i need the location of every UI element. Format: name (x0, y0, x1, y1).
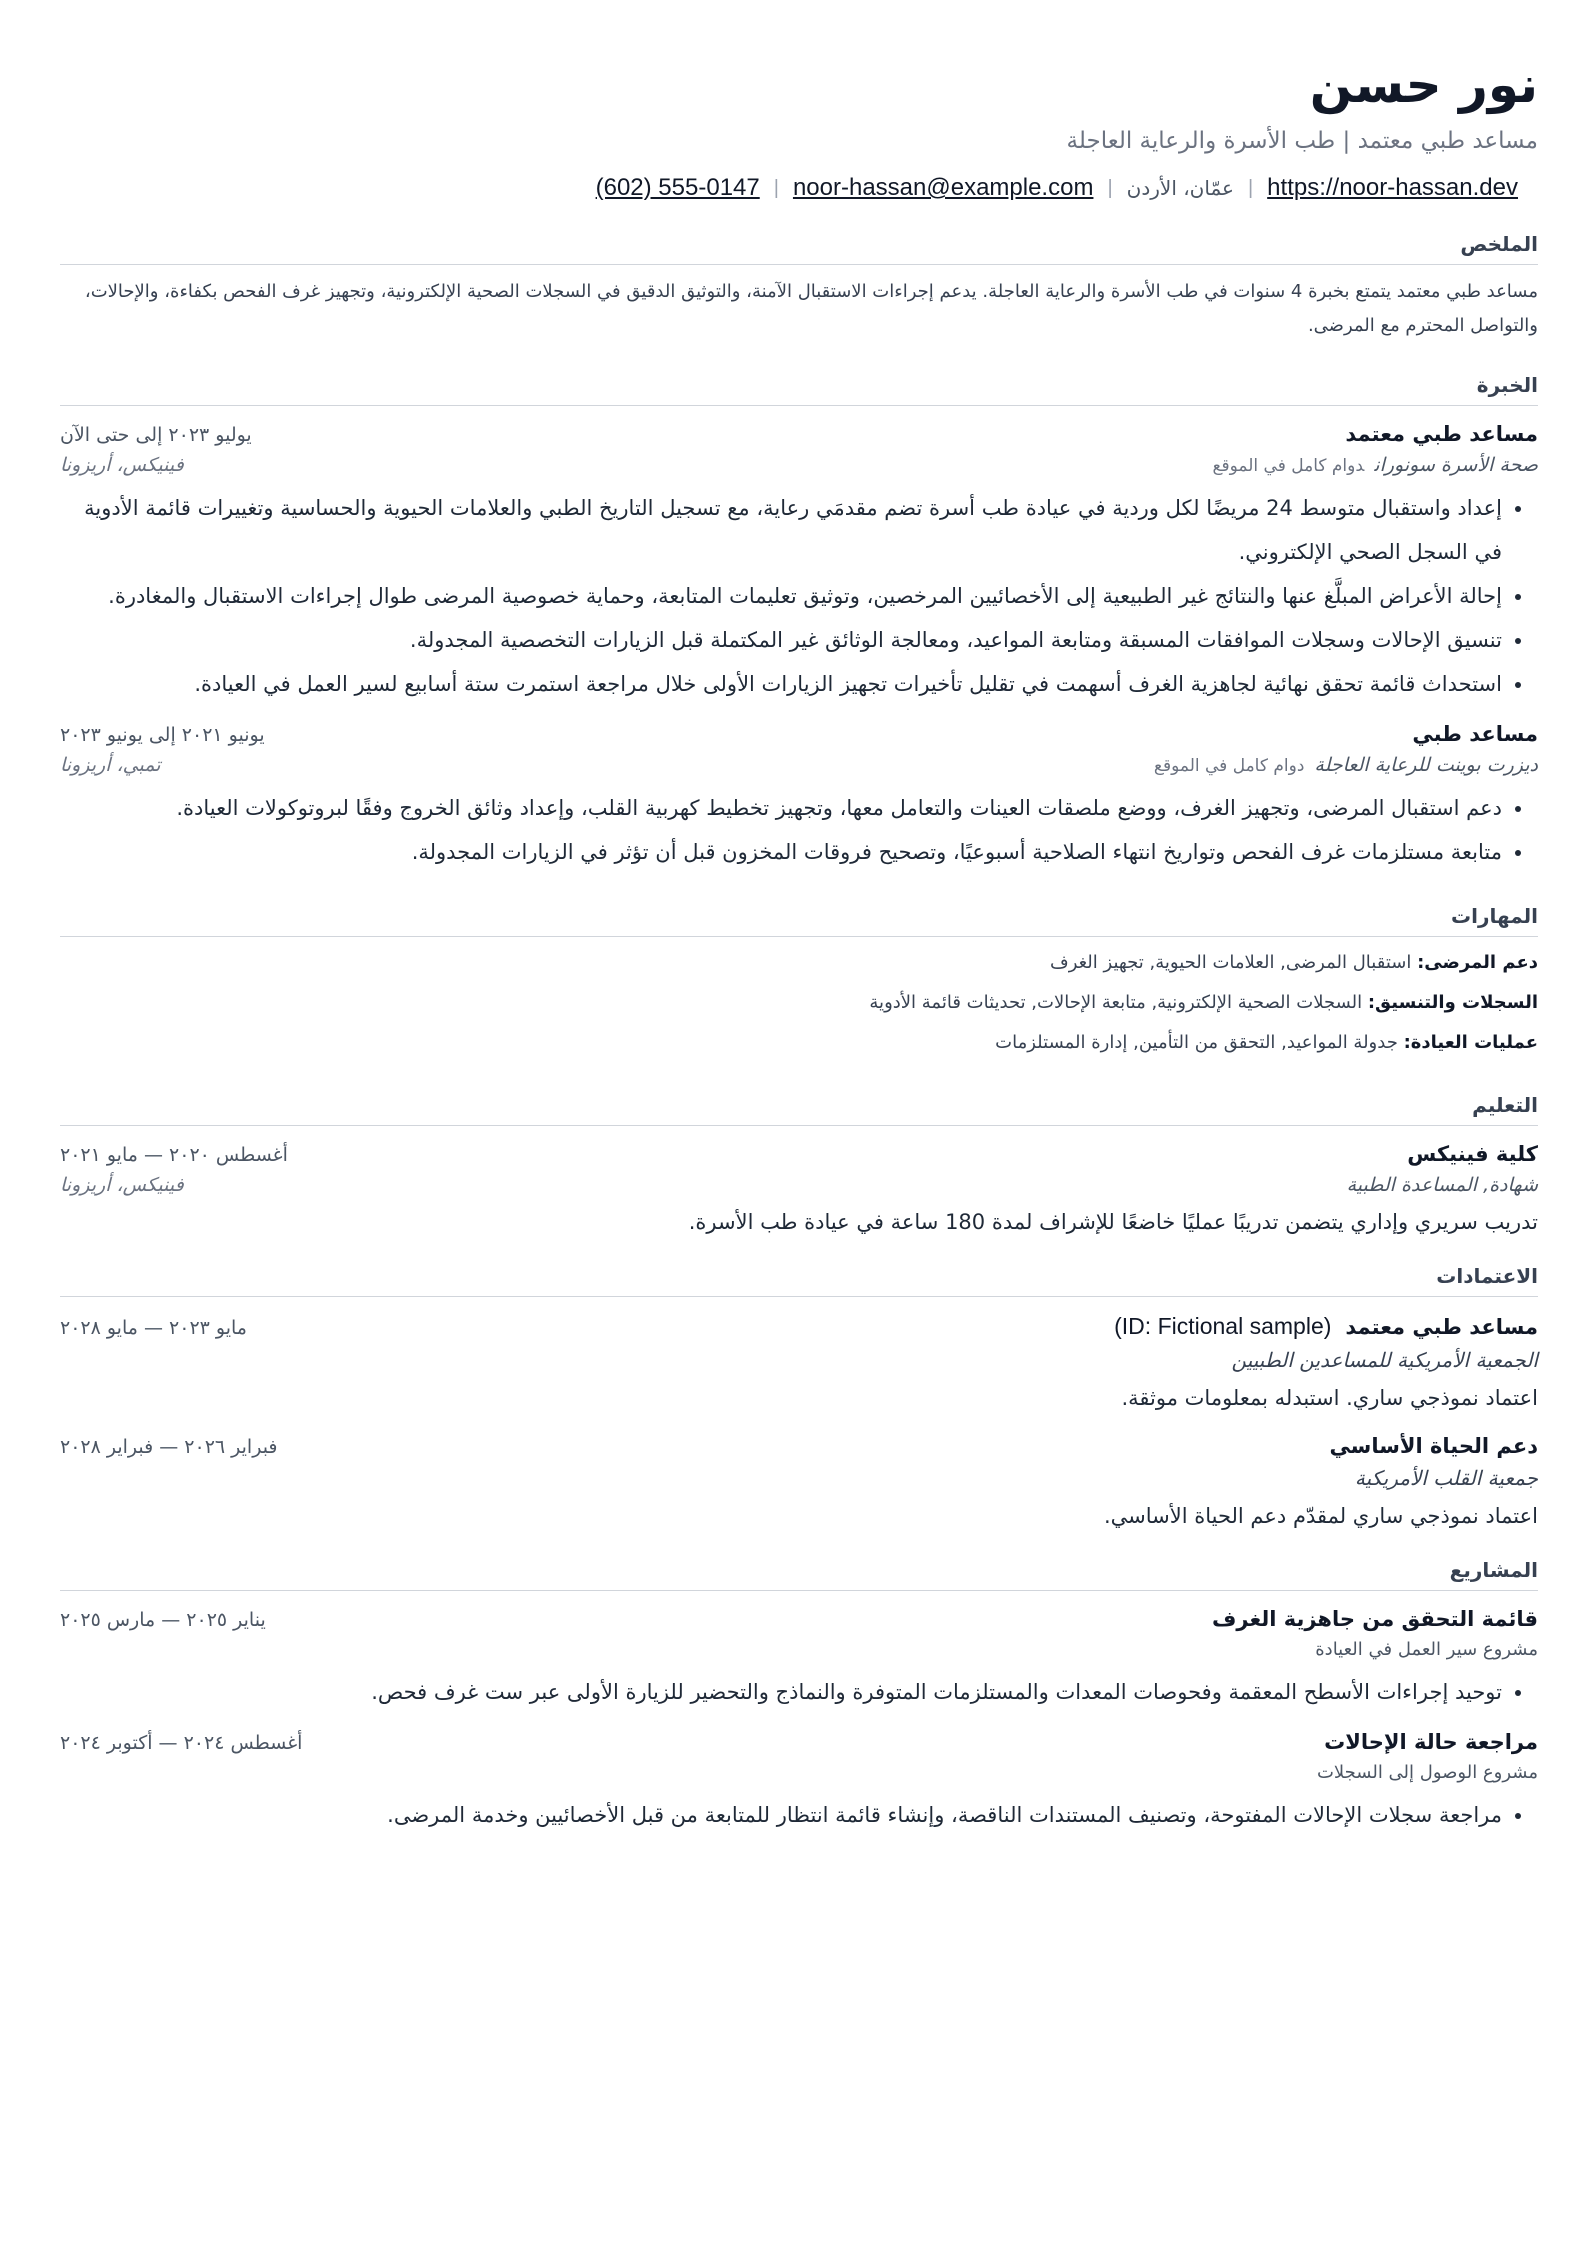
certification-issuer: جمعية القلب الأمريكية (1354, 1466, 1538, 1490)
email-link[interactable]: noor-hassan@example.com (792, 174, 1094, 201)
job-location: فينيكس، أريزونا (60, 454, 184, 476)
certification-entry (60, 1313, 1538, 1410)
job-bullets (60, 786, 1538, 874)
project-dates: أغسطس ٢٠٢٤ — أكتوبر ٢٠٢٤ (60, 1732, 303, 1754)
credential-id: (ID: Fictional sample) (1114, 1313, 1332, 1339)
section-title-experience: الخبرة (60, 373, 1538, 406)
job-dates: يوليو ٢٠٢٣ إلى حتى الآن (60, 424, 252, 446)
skill-group-items: جدولة المواعيد, التحقق من التأمين, إدارة المستلزمات (995, 1032, 1398, 1053)
contact-separator: | (1247, 176, 1254, 199)
project-type: مشروع الوصول إلى السجلات (1316, 1762, 1538, 1783)
skill-group-items: استقبال المرضى, العلامات الحيوية, تجهيز الغرف (1050, 952, 1412, 973)
project-name: مراجعة حالة الإحالات (1324, 1730, 1538, 1754)
project-entry (60, 1730, 1538, 1837)
certification-dates: مايو ٢٠٢٣ — مايو ٢٠٢٨ (60, 1317, 247, 1339)
contact-separator: | (773, 176, 779, 199)
bullet-item: • دعم استقبال المرضى، وتجهيز الغرف، ووضع ملصقات العينات والتعامل معها، وتجهيز تخطيط كهربية القلب، وإعداد وثائق الخروج وفقًا لبروتوكولات العيادة. (60, 786, 1502, 830)
experience-entry (60, 422, 1538, 706)
bullet-item: • إعداد واستقبال متوسط 24 مريضًا لكل وردية في عيادة طب أسرة تضم مقدمَي رعاية، مع تسجيل التاريخ الطبي والعلامات الحيوية والحساسية وتغييرات قائمة الأدوية في السجل الصحي الإلكتروني. (60, 486, 1502, 574)
bullet-item: • إحالة الأعراض المبلَّغ عنها والنتائج غير الطبيعية إلى الأخصائيين المرخصين، وتوثيق تعليمات المتابعة، وحماية خصوصية المرضى طوال إجراءات الاستقبال والمغادرة. (60, 574, 1502, 618)
skill-group-label: عمليات العيادة: (1403, 1032, 1538, 1053)
education-dates: أغسطس ٢٠٢٠ — مايو ٢٠٢١ (60, 1144, 288, 1166)
section-title-summary: الملخص (60, 232, 1538, 265)
certification-entry (60, 1434, 1538, 1528)
bullet-item: • استحداث قائمة تحقق نهائية لجاهزية الغرف أسهمت في تقليل تأخيرات تجهيز الزيارات الأولى خلال مراجعة استمرت ستة أسابيع لسير العمل في العيادة. (60, 662, 1502, 706)
certification-dates: فبراير ٢٠٢٦ — فبراير ٢٠٢٨ (60, 1436, 278, 1458)
certification-name: مساعد طبي معتمد (1345, 1315, 1538, 1339)
skill-group (60, 1023, 1538, 1063)
phone-link[interactable]: (602) 555-0147 (595, 174, 760, 201)
certification-name: دعم الحياة الأساسي (1329, 1434, 1538, 1458)
bullet-item: • مراجعة سجلات الإحالات المفتوحة، وتصنيف المستندات الناقصة، وإنشاء قائمة انتظار للمتابعة من قبل الأخصائيين وخدمة المرضى. (60, 1793, 1502, 1837)
company-name: ديزرت بوينت للرعاية العاجلة (1314, 754, 1538, 776)
education-location: فينيكس، أريزونا (60, 1174, 184, 1196)
education-entry (60, 1142, 1538, 1234)
section-title-skills: المهارات (60, 904, 1538, 937)
skill-group-items: السجلات الصحية الإلكترونية, متابعة الإحالات, تحديثات قائمة الأدوية (869, 992, 1363, 1013)
company-name: صحة الأسرة سونوران (1374, 454, 1538, 476)
job-title: مساعد طبي (1412, 722, 1538, 746)
certification-issuer: الجمعية الأمريكية للمساعدين الطبيين (1231, 1348, 1538, 1372)
skill-group (60, 943, 1538, 983)
project-name: قائمة التحقق من جاهزية الغرف (1212, 1607, 1538, 1631)
job-title: مساعد طبي معتمد (1345, 422, 1538, 446)
contact-bar (60, 174, 1538, 202)
project-type: مشروع سير العمل في العيادة (1315, 1639, 1538, 1660)
skills-list (60, 943, 1538, 1063)
project-bullets (60, 1670, 1538, 1714)
skill-group-label: دعم المرضى: (1417, 952, 1538, 973)
section-title-projects: المشاريع (60, 1558, 1538, 1591)
degree: شهادة, المساعدة الطبية (1346, 1174, 1538, 1196)
section-title-certifications: الاعتمادات (60, 1264, 1538, 1297)
job-dates: يونيو ٢٠٢١ إلى يونيو ٢٠٢٣ (60, 724, 265, 746)
resume-page (60, 50, 1538, 1837)
job-location: تمبي، أريزونا (60, 754, 161, 776)
headline: مساعد طبي معتمد | طب الأسرة والرعاية العاجلة (1066, 128, 1538, 154)
skill-group (60, 983, 1538, 1023)
employment-type: دوام كامل في الموقع (1153, 756, 1305, 776)
summary-text: مساعد طبي معتمد يتمتع بخبرة 4 سنوات في طب الأسرة والرعاية العاجلة. يدعم إجراءات الاستقبال الآمنة، والتوثيق الدقيق في السجلات الصحية الإلكترونية، وتجهيز غرف الفحص بكفاءة، والإحالات، والتواصل المحترم مع المرضى. (84, 281, 1538, 336)
location-text: عمّان، الأردن (1126, 176, 1234, 200)
experience-entry (60, 722, 1538, 874)
project-bullets (60, 1793, 1538, 1837)
bullet-item: • تنسيق الإحالات وسجلات الموافقات المسبقة ومتابعة المواعيد، ومعالجة الوثائق غير المكتملة قبل الزيارات التخصصية المجدولة. (60, 618, 1502, 662)
employment-type: دوام كامل في الموقع (1212, 456, 1365, 476)
education-description: تدريب سريري وإداري يتضمن تدريبًا عمليًا خاضعًا للإشراف لمدة 180 ساعة في عيادة طب الأسرة. (688, 1210, 1538, 1234)
project-dates: يناير ٢٠٢٥ — مارس ٢٠٢٥ (60, 1609, 266, 1631)
candidate-name: نور حسن (1309, 56, 1538, 114)
bullet-item: • توحيد إجراءات الأسطح المعقمة وفحوصات المعدات والمستلزمات المتوفرة والنماذج والتحضير للزيارة الأولى عبر ست غرف فحص. (60, 1670, 1502, 1714)
bullet-item: • متابعة مستلزمات غرف الفحص وتواريخ انتهاء الصلاحية أسبوعيًا، وتصحيح فروقات المخزون قبل أن تؤثر في الزيارات المجدولة. (60, 830, 1502, 874)
job-bullets (60, 486, 1538, 706)
skill-group-label: السجلات والتنسيق: (1367, 992, 1538, 1013)
section-title-education: التعليم (60, 1093, 1538, 1126)
certification-description: اعتماد نموذجي ساري. استبدله بمعلومات موثقة. (1121, 1386, 1538, 1410)
school-name: كلية فينيكس (1407, 1142, 1538, 1166)
contact-separator: | (1107, 176, 1113, 199)
website-link[interactable]: https://noor-hassan.dev (1267, 174, 1518, 201)
project-entry (60, 1607, 1538, 1714)
certification-description: اعتماد نموذجي ساري لمقدّم دعم الحياة الأساسي. (1103, 1504, 1538, 1528)
